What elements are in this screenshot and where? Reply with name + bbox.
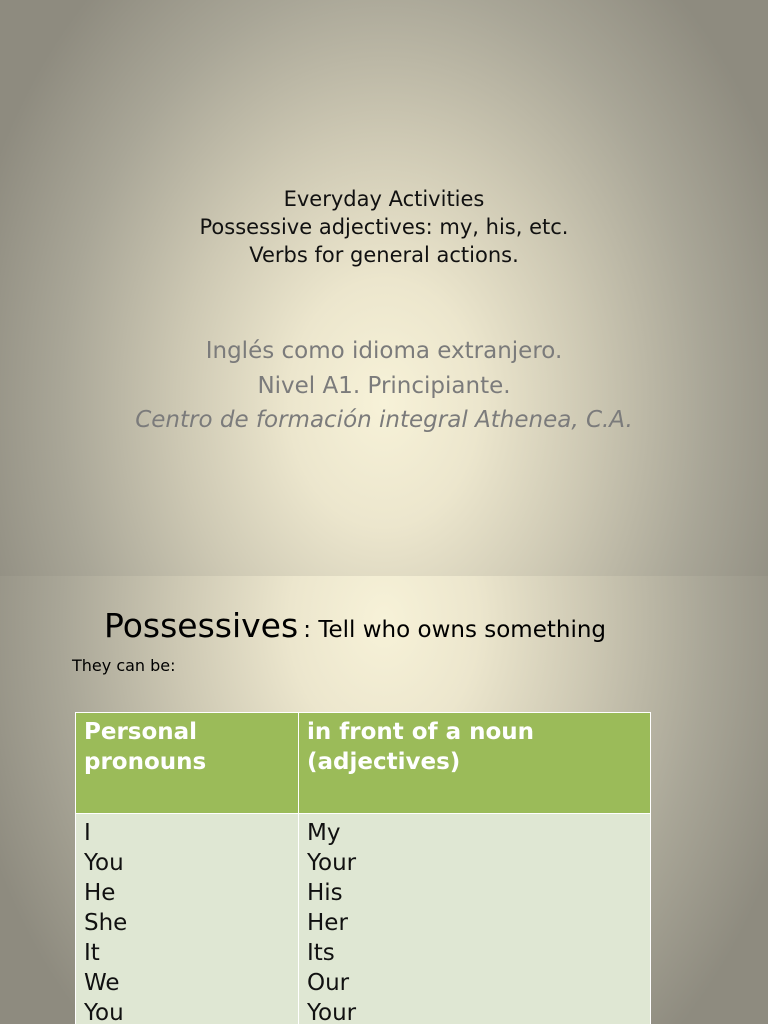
- slide-title: [0, 185, 768, 269]
- adjective-item: His: [307, 880, 343, 906]
- slide-heading: [104, 606, 606, 645]
- slide-subtitle: [120, 334, 648, 436]
- institution-name: Centro de formación integral Athenea, C.A.: [135, 407, 633, 433]
- adjective-item: Her: [307, 910, 348, 936]
- title-line-3: Verbs for general actions.: [249, 243, 519, 267]
- subtitle-line-1: Inglés como idioma extranjero.: [205, 338, 563, 364]
- subtitle-line-2: Nivel A1. Principiante.: [257, 373, 511, 399]
- pronoun-item: It: [84, 940, 100, 966]
- intro-text: They can be:: [72, 656, 176, 675]
- table-row: [76, 814, 651, 1024]
- pronoun-item: We: [84, 970, 120, 996]
- pronoun-item: I: [84, 820, 91, 846]
- adjective-item: Our: [307, 970, 350, 996]
- table-header-row: [76, 713, 651, 814]
- pronoun-item: He: [84, 880, 116, 906]
- possessives-slide: [0, 576, 768, 1024]
- adjective-item: Your: [307, 850, 357, 876]
- title-line-2: Possessive adjectives: my, his, etc.: [199, 215, 569, 239]
- pronoun-item: You: [84, 850, 124, 876]
- header-personal-pronouns: Personal pronouns: [76, 713, 299, 814]
- pronouns-cell: [76, 814, 299, 1024]
- adjectives-cell: [299, 814, 651, 1024]
- heading-main: Possessives: [104, 606, 299, 645]
- adjective-item: My: [307, 820, 341, 846]
- pronoun-item: She: [84, 910, 128, 936]
- header-adjectives: in front of a noun (adjectives): [299, 713, 651, 814]
- title-line-1: Everyday Activities: [283, 187, 485, 211]
- pronoun-item: You: [84, 1000, 124, 1024]
- adjective-item: Your: [307, 1000, 357, 1024]
- possessives-table: [75, 712, 651, 1024]
- adjective-item: Its: [307, 940, 335, 966]
- heading-suffix: : Tell who owns something: [303, 617, 607, 643]
